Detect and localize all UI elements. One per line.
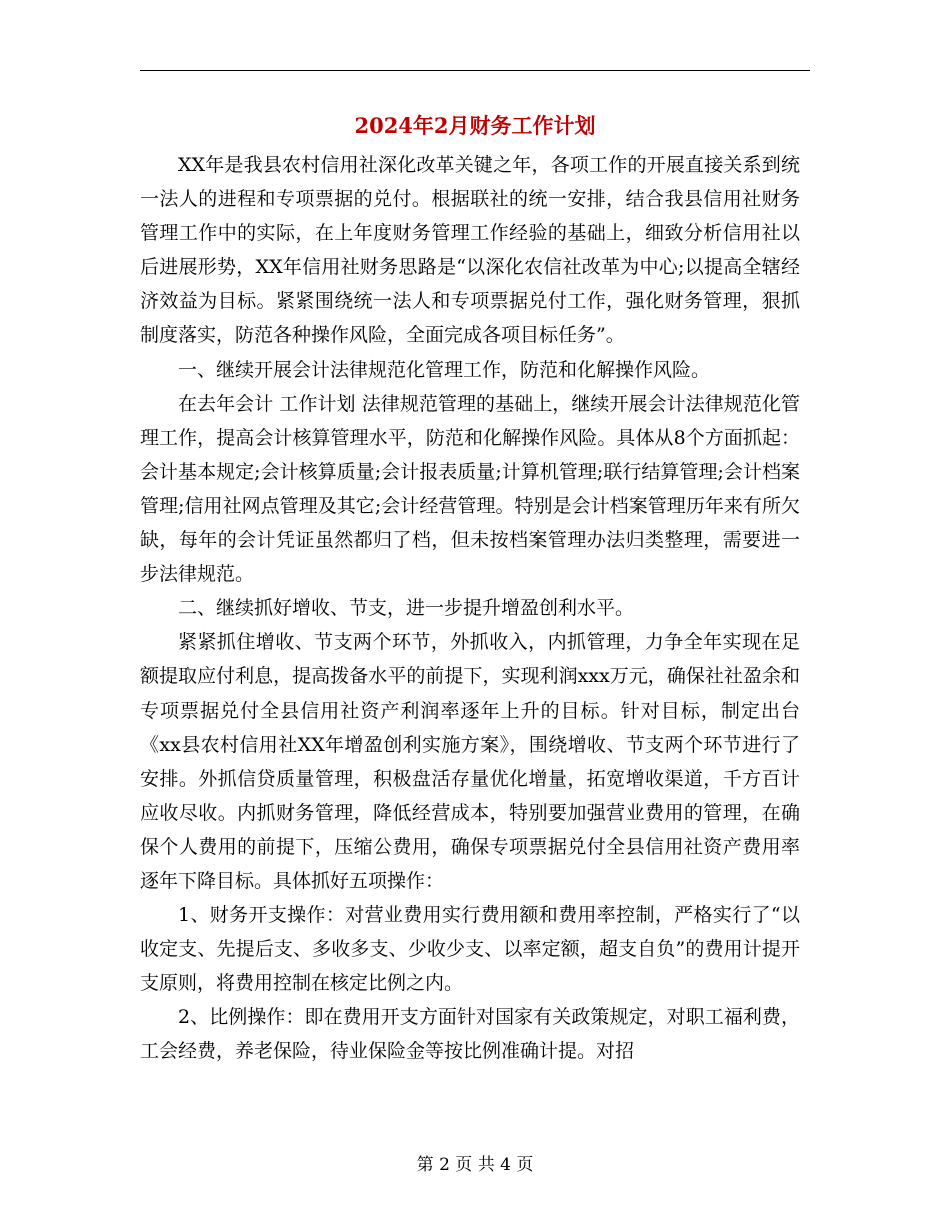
- section-heading-1: 一、继续开展会计法律规范化管理工作，防范和化解操作风险。: [178, 358, 711, 381]
- list-item-2: 2、比例操作：即在费用开支方面针对国家有关政策规定，对职工福利费，工会经费，养老保险，待业保险金等按比例准确计提。对招: [140, 1006, 800, 1063]
- paragraph-intro: XX年是我县农村信用社深化改革关键之年，各项工作的开展直接关系到统一法人的进程和专项票据的兑付。根据联社的统一安排，结合我县信用社财务管理工作中的实际，在上年度财务管理工作经验的基础上，细致分析信用社以后进展形势，XX年信用社财务思路是“以深化农信社改革为中心;以提高全辖经济效益为目标。紧紧围绕统一法人和专项票据兑付工作，强化财务管理，狠抓制度落实，防范各种操作风险，全面完成各项目标任务”。: [140, 154, 800, 347]
- list-item-1: 1、财务开支操作：对营业费用实行费用额和费用率控制，严格实行了“以收定支、先提后支、多收多支、少收少支、以率定额，超支自负”的费用计提开支原则，将费用控制在核定比例之内。: [140, 904, 800, 995]
- section-heading-2: 二、继续抓好增收、节支，进一步提升增盈创利水平。: [178, 597, 635, 620]
- page-footer: 第 2 页 共 4 页: [416, 1155, 534, 1175]
- header-rule: [140, 70, 810, 71]
- paragraph-section-1: 在去年会计 工作计划 法律规范管理的基础上，继续开展会计法律规范化管理工作，提高会计核算管理水平，防范和化解操作风险。具体从8个方面抓起：会计基本规定;会计核算质量;会计报表质量;计算机管理;联行结算管理;会计档案管理;信用社网点管理及其它;会计经营管理。特别是会计档案管理历年来有所欠缺，每年的会计凭证虽然都归了档，但未按档案管理办法归类整理，需要进一步法律规范。: [140, 392, 800, 586]
- document-title: 2024年2月财务工作计划: [354, 113, 596, 138]
- paragraph-section-2: 紧紧抓住增收、节支两个环节，外抓收入，内抓管理，力争全年实现在足额提取应付利息，提高拨备水平的前提下，实现利润xxx万元，确保社社盈余和专项票据兑付全县信用社资产利润率逐年上升的目标。针对目标，制定出台《xx县农村信用社XX年增盈创利实施方案》，围绕增收、节支两个环节进行了安排。外抓信贷质量管理，积极盘活存量优化增量，拓宽增收渠道，千方百计应收尽收。内抓财务管理，降低经营成本，特别要加强营业费用的管理，在确保个人费用的前提下，压缩公费用，确保专项票据兑付全县信用社资产费用率逐年下降目标。具体抓好五项操作：: [140, 631, 800, 892]
- document-body: [140, 148, 800, 1069]
